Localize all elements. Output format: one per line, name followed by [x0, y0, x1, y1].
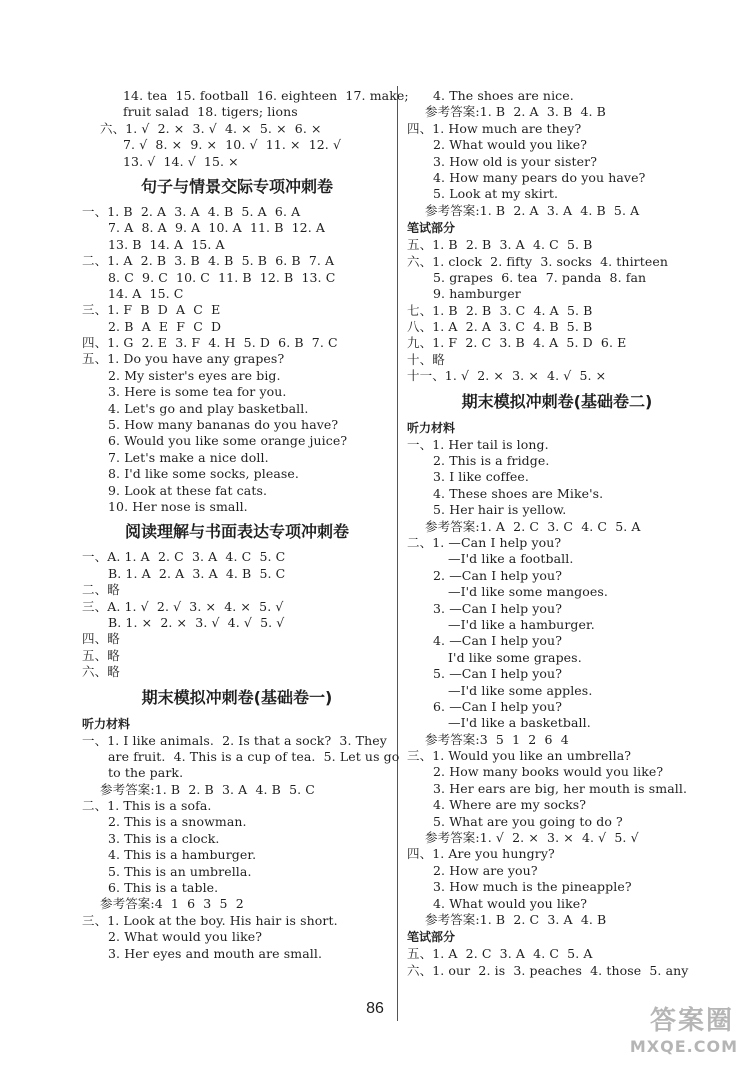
answer-line: 2. What would you like? [108, 929, 263, 945]
answer-line: 三、1. F B D A C E [82, 302, 221, 318]
answer-line: 四、略 [82, 631, 120, 647]
answer-line: 七、1. B 2. B 3. C 4. A 5. B [407, 302, 593, 318]
answer-line: 6. Would you like some orange juice? [108, 433, 348, 449]
answer-line: 六、略 [82, 664, 120, 680]
section-heading: 阅读理解与书面表达专项冲刺卷 [124, 522, 349, 542]
answer-line: 5. Look at my skirt. [433, 186, 559, 202]
answer-line: to the park. [108, 765, 184, 781]
answer-line: 三、A. 1. √ 2. √ 3. × 4. × 5. √ [82, 598, 284, 614]
right-column [407, 88, 707, 979]
page-number: 86 [366, 1000, 384, 1017]
answer-line: 14. tea 15. football 16. eighteen 17. make; [123, 88, 409, 103]
subsection-label: 听力材料 [407, 420, 456, 435]
answer-line: 8. I'd like some socks, please. [108, 466, 299, 482]
answer-line: 4. What would you like? [433, 895, 588, 911]
answer-line: —I'd like a basketball. [448, 715, 591, 731]
answer-line: 13. √ 14. √ 15. × [123, 153, 239, 169]
answer-line: 参考答案:1. B 2. A 3. B 4. B [425, 104, 606, 120]
watermark-url: MXQE.COM [629, 1037, 738, 1056]
answer-line: 4. Let's go and play basketball. [108, 400, 309, 416]
answer-line: 一、1. I like animals. 2. Is that a sock? 3. They [82, 732, 387, 748]
answer-line: —I'd like some mangoes. [448, 584, 608, 600]
answer-line: 二、1. A 2. B 3. B 4. B 5. B 6. B 7. A [82, 253, 335, 269]
answer-line: 参考答案:1. √ 2. × 3. × 4. √ 5. √ [425, 830, 639, 846]
answer-line: 4. How many pears do you have? [433, 169, 646, 185]
answer-line: 2. B A E F C D [108, 318, 222, 334]
answer-line: 10. Her nose is small. [108, 498, 248, 514]
answer-line: 8. C 9. C 10. C 11. B 12. B 13. C [108, 269, 336, 285]
answer-line: 9. Look at these fat cats. [108, 482, 268, 498]
answer-line: 7. Let's make a nice doll. [108, 449, 269, 465]
answer-line: 二、1. This is a sofa. [82, 798, 212, 814]
answer-line: 参考答案:1. B 2. B 3. A 4. B 5. C [100, 781, 315, 797]
answer-line: 5. This is an umbrella. [108, 863, 252, 879]
subsection-label: 听力材料 [82, 716, 131, 731]
left-column [82, 88, 409, 962]
answer-line: 3. This is a clock. [108, 830, 220, 846]
answer-line: 2. How many books would you like? [433, 764, 664, 780]
answer-line: 五、1. Do you have any grapes? [82, 351, 285, 367]
answer-line: 5. Her hair is yellow. [433, 502, 567, 518]
answer-line: 五、略 [82, 647, 120, 663]
answer-line: 9. hamburger [433, 286, 521, 302]
answer-line: 6. —Can I help you? [433, 698, 563, 714]
answer-line: 3. How much is the pineapple? [433, 879, 632, 895]
answer-line: 4. These shoes are Mike's. [433, 485, 604, 501]
answer-line: 十、略 [407, 351, 445, 367]
answer-line: 三、1. Look at the boy. His hair is short. [82, 912, 338, 928]
answer-line: 4. This is a hamburger. [108, 847, 257, 863]
watermark-logo [594, 1000, 744, 1066]
answer-line: 参考答案:1. A 2. C 3. C 4. C 5. A [425, 518, 641, 534]
answer-line: fruit salad 18. tigers; lions [123, 104, 298, 120]
answer-line: —I'd like some apples. [448, 682, 593, 698]
answer-line: 五、1. A 2. C 3. A 4. C 5. A [407, 946, 593, 962]
answer-line: 九、1. F 2. C 3. B 4. A 5. D 6. E [407, 335, 627, 351]
answer-line: 3. Her eyes and mouth are small. [108, 945, 323, 961]
answer-line: 2. —Can I help you? [433, 567, 563, 583]
answer-line: 六、1. clock 2. fifty 3. socks 4. thirteen [407, 253, 669, 269]
answer-line: 六、1. our 2. is 3. peaches 4. those 5. any [407, 962, 689, 978]
answer-line: 四、1. Are you hungry? [407, 846, 555, 862]
answer-line: 6. This is a table. [108, 880, 219, 896]
answer-line: 2. This is a snowman. [108, 814, 247, 830]
section-heading: 句子与情景交际专项冲刺卷 [140, 176, 333, 196]
answer-line: 十一、1. √ 2. × 3. × 4. √ 5. × [407, 368, 607, 384]
subsection-label: 笔试部分 [407, 930, 456, 945]
answer-line: 四、1. How much are they? [407, 120, 582, 136]
answer-line: —I'd like a football. [448, 551, 574, 567]
answer-line: 4. The shoes are nice. [433, 88, 574, 103]
answer-line: 13. B 14. A 15. A [108, 236, 225, 252]
answer-line: B. 1. A 2. A 3. A 4. B 5. C [108, 565, 286, 581]
column-divider [397, 86, 398, 1021]
answer-line: are fruit. 4. This is a cup of tea. 5. Let us go [108, 748, 400, 764]
section-heading: 期末模拟冲刺卷(基础卷二) [461, 391, 653, 411]
answer-line: 3. I like coffee. [433, 469, 529, 485]
answer-line: 4. —Can I help you? [433, 633, 563, 649]
answer-line: 参考答案:3 5 1 2 6 4 [425, 731, 569, 747]
answer-line: 14. A 15. C [108, 285, 184, 301]
answer-line: 5. grapes 6. tea 7. panda 8. fan [433, 269, 647, 285]
answer-line: 参考答案:4 1 6 3 5 2 [100, 896, 244, 912]
answer-line: 7. A 8. A 9. A 10. A 11. B 12. A [108, 220, 326, 236]
answer-line: 2. How are you? [433, 862, 538, 878]
answer-line: 2. This is a fridge. [433, 453, 550, 469]
answer-line: 3. —Can I help you? [433, 600, 563, 616]
answer-line: 3. Here is some tea for you. [108, 384, 287, 400]
answer-line: 一、1. Her tail is long. [407, 436, 549, 452]
answer-line: 2. What would you like? [433, 137, 588, 153]
answer-line: 4. Where are my socks? [433, 797, 587, 813]
answer-line: 5. —Can I help you? [433, 666, 563, 682]
answer-line: 一、A. 1. A 2. C 3. A 4. C 5. C [82, 549, 286, 565]
answer-line: 7. √ 8. × 9. × 10. √ 11. × 12. √ [123, 137, 342, 153]
answer-line: 参考答案:1. B 2. A 3. A 4. B 5. A [425, 202, 640, 218]
answer-line: —I'd like a hamburger. [448, 616, 595, 632]
answer-line: 六、1. √ 2. × 3. √ 4. × 5. × 6. × [100, 120, 322, 136]
answer-line: 参考答案:1. B 2. C 3. A 4. B [425, 911, 607, 927]
answer-line: 三、1. Would you like an umbrella? [407, 748, 632, 764]
answer-line: 2. My sister's eyes are big. [108, 367, 281, 383]
answer-line: 四、1. G 2. E 3. F 4. H 5. D 6. B 7. C [82, 335, 338, 351]
answer-line: I'd like some grapes. [448, 649, 582, 665]
answer-line: 二、略 [82, 582, 120, 598]
answer-line: 五、1. B 2. B 3. A 4. C 5. B [407, 237, 593, 253]
answer-line: 5. How many bananas do you have? [108, 417, 339, 433]
answer-line: B. 1. × 2. × 3. √ 4. √ 5. √ [108, 614, 285, 630]
answer-line: 八、1. A 2. A 3. C 4. B 5. B [407, 319, 593, 335]
answer-line: 3. Her ears are big, her mouth is small. [433, 780, 688, 796]
section-heading: 期末模拟冲刺卷(基础卷一) [141, 687, 333, 707]
answer-line: 二、1. —Can I help you? [407, 534, 562, 550]
watermark-title: 答案圈 [649, 1006, 734, 1036]
answer-line: 一、1. B 2. A 3. A 4. B 5. A 6. A [82, 203, 301, 219]
answer-line: 3. How old is your sister? [433, 153, 597, 169]
answer-line: 5. What are you going to do ? [433, 813, 623, 829]
subsection-label: 笔试部分 [407, 221, 456, 236]
